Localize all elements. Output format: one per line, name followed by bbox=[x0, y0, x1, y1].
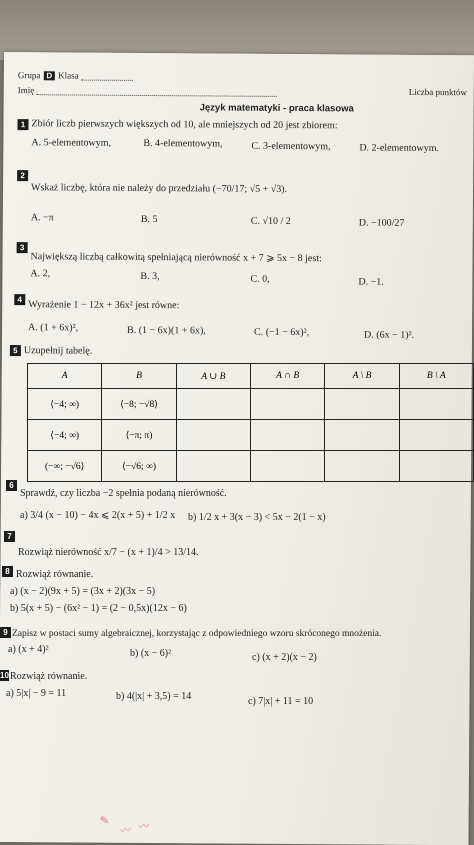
table-header-cell: A ∩ B bbox=[250, 364, 324, 389]
question-text: Największą liczbą całkowitą spełniającą nierówność x + 7 ⩾ 5x − 8 jest: bbox=[30, 251, 322, 265]
name-label: Imię bbox=[17, 85, 35, 96]
group-badge: D bbox=[43, 71, 55, 80]
table-cell: ⟨−4; ∞) bbox=[28, 389, 102, 420]
group-label: Grupa bbox=[17, 70, 41, 81]
question-text: Sprawdź, czy liczba −2 spełnia podaną nierówność. bbox=[20, 488, 227, 499]
question-number-badge: 6 bbox=[6, 480, 17, 491]
subquestion: b) (x − 6)² bbox=[130, 648, 172, 659]
question-text: Uzupełnij tabelę. bbox=[23, 345, 93, 357]
empty-cell[interactable] bbox=[250, 389, 324, 420]
subquestion: c) (x + 2)(x − 2) bbox=[252, 652, 317, 663]
question-text: Rozwiąż równanie. bbox=[16, 569, 94, 580]
table-header-row bbox=[28, 364, 474, 389]
subquestion: a) 5|x| − 9 = 11 bbox=[6, 688, 67, 699]
answer-option: B. 5 bbox=[140, 213, 158, 226]
table-cell: ⟨−8; −√8⟩ bbox=[102, 389, 176, 420]
answer-option: D. −1. bbox=[358, 276, 384, 288]
subquestion: b) 4(|x| + 3,5) = 14 bbox=[116, 691, 192, 702]
empty-cell[interactable] bbox=[250, 420, 324, 451]
table-header-cell: A ∪ B bbox=[176, 364, 250, 389]
subquestion: a) (x + 4)² bbox=[8, 644, 49, 655]
pen-scribble: 〰 bbox=[137, 819, 150, 834]
table-row bbox=[28, 451, 474, 482]
table-row bbox=[28, 420, 474, 451]
question-number-badge: 1 bbox=[17, 119, 28, 130]
answer-option: C. (−1 − 6x)², bbox=[254, 326, 310, 339]
answer-option: A. (1 + 6x)², bbox=[28, 322, 79, 334]
name-field bbox=[18, 85, 277, 97]
table-cell: (−∞; −√6⟩ bbox=[28, 451, 102, 482]
table-cell: ⟨−4; ∞) bbox=[28, 420, 102, 451]
points-label: Liczba punktów bbox=[408, 86, 467, 98]
empty-cell[interactable] bbox=[176, 451, 250, 482]
class-blank bbox=[81, 72, 133, 81]
question-text bbox=[31, 182, 287, 195]
subquestion: a) 3/4 (x − 10) − 4x ⩽ 2(x + 5) + 1/2 x bbox=[20, 510, 176, 521]
subquestion: c) 7|x| + 11 = 10 bbox=[248, 696, 314, 707]
table-row bbox=[28, 389, 474, 420]
question-number-badge: 7 bbox=[4, 531, 15, 542]
sets-table bbox=[27, 363, 474, 482]
empty-cell[interactable] bbox=[325, 389, 399, 420]
empty-cell[interactable] bbox=[399, 451, 473, 482]
question-text: Zbiór liczb pierwszych większych od 10, ale mniejszych od 20 jest zbiorem: bbox=[31, 118, 338, 132]
answer-option: C. √10 / 2 bbox=[250, 215, 291, 228]
pen-scribble: ✎ bbox=[99, 813, 111, 828]
table-cell: ⟨−√6; ∞) bbox=[102, 451, 176, 482]
answer-option: C. 3-elementowym, bbox=[251, 140, 331, 153]
page-title: Język matematyki - praca klasowa bbox=[199, 102, 354, 115]
answer-option: B. 4-elementowym, bbox=[143, 137, 223, 150]
question-number-badge: 3 bbox=[17, 242, 28, 253]
pen-scribble: 〰 bbox=[119, 823, 133, 838]
table-header-cell: A \ B bbox=[325, 364, 399, 389]
question-text-main: Wskaż liczbę, która nie należy do przedziału bbox=[31, 182, 211, 195]
question-number-badge: 4 bbox=[14, 294, 25, 305]
answer-option: D. −100/27 bbox=[358, 217, 405, 229]
subquestion: b) 5(x + 5) − (6x² − 1) = (2 − 0,5x)(12x − 6) bbox=[10, 603, 187, 614]
answer-option: D. 2-elementowym. bbox=[359, 142, 440, 155]
empty-cell[interactable] bbox=[176, 420, 250, 451]
question-number-badge: 5 bbox=[10, 345, 21, 356]
question-number-badge: 10 bbox=[0, 671, 9, 680]
question-number-badge: 9 bbox=[0, 627, 11, 638]
question-text: Zapisz w postaci sumy algebraicznej, korzystając z odpowiedniego wzoru skróconego mnożenia. bbox=[12, 629, 382, 639]
group-field bbox=[18, 70, 133, 81]
answer-option: A. 5-elementowym, bbox=[31, 137, 112, 149]
empty-cell[interactable] bbox=[399, 420, 473, 451]
question-text: Wyrażenie 1 − 12x + 36x² jest równe: bbox=[28, 299, 180, 312]
answer-option: B. 3, bbox=[140, 270, 160, 283]
empty-cell[interactable] bbox=[399, 389, 473, 420]
question-text: Rozwiąż równanie. bbox=[10, 671, 88, 682]
class-label: Klasa bbox=[58, 70, 79, 81]
desk-background bbox=[0, 0, 474, 60]
answer-option: B. (1 − 6x)(1 + 6x), bbox=[127, 324, 206, 337]
answer-option: A. 2, bbox=[30, 268, 51, 280]
answer-option: D. (6x − 1)². bbox=[363, 329, 415, 341]
name-blank bbox=[36, 86, 276, 97]
table-header-cell: B \ A bbox=[399, 364, 473, 389]
subquestion: b) 1/2 x + 3(x − 3) < 5x − 2(1 − x) bbox=[188, 512, 326, 523]
empty-cell[interactable] bbox=[325, 420, 399, 451]
table-cell: ⟨−π; π) bbox=[102, 420, 176, 451]
answer-option: A. −π bbox=[30, 212, 54, 224]
table-header-cell: A bbox=[28, 364, 102, 389]
empty-cell[interactable] bbox=[176, 389, 250, 420]
subquestion: a) (x − 2)(9x + 5) = (3x + 2)(3x − 5) bbox=[10, 586, 156, 597]
interval-expression: (−70/17; √5 + √3). bbox=[212, 183, 288, 195]
empty-cell[interactable] bbox=[250, 451, 324, 482]
answer-option: C. 0, bbox=[250, 273, 270, 285]
empty-cell[interactable] bbox=[325, 451, 399, 482]
question-number-badge: 8 bbox=[2, 566, 13, 577]
question-text: Rozwiąż nierówność x/7 − (x + 1)/4 > 13/14. bbox=[18, 547, 199, 558]
table-header-cell: B bbox=[102, 364, 176, 389]
question-number-badge: 2 bbox=[17, 170, 28, 181]
